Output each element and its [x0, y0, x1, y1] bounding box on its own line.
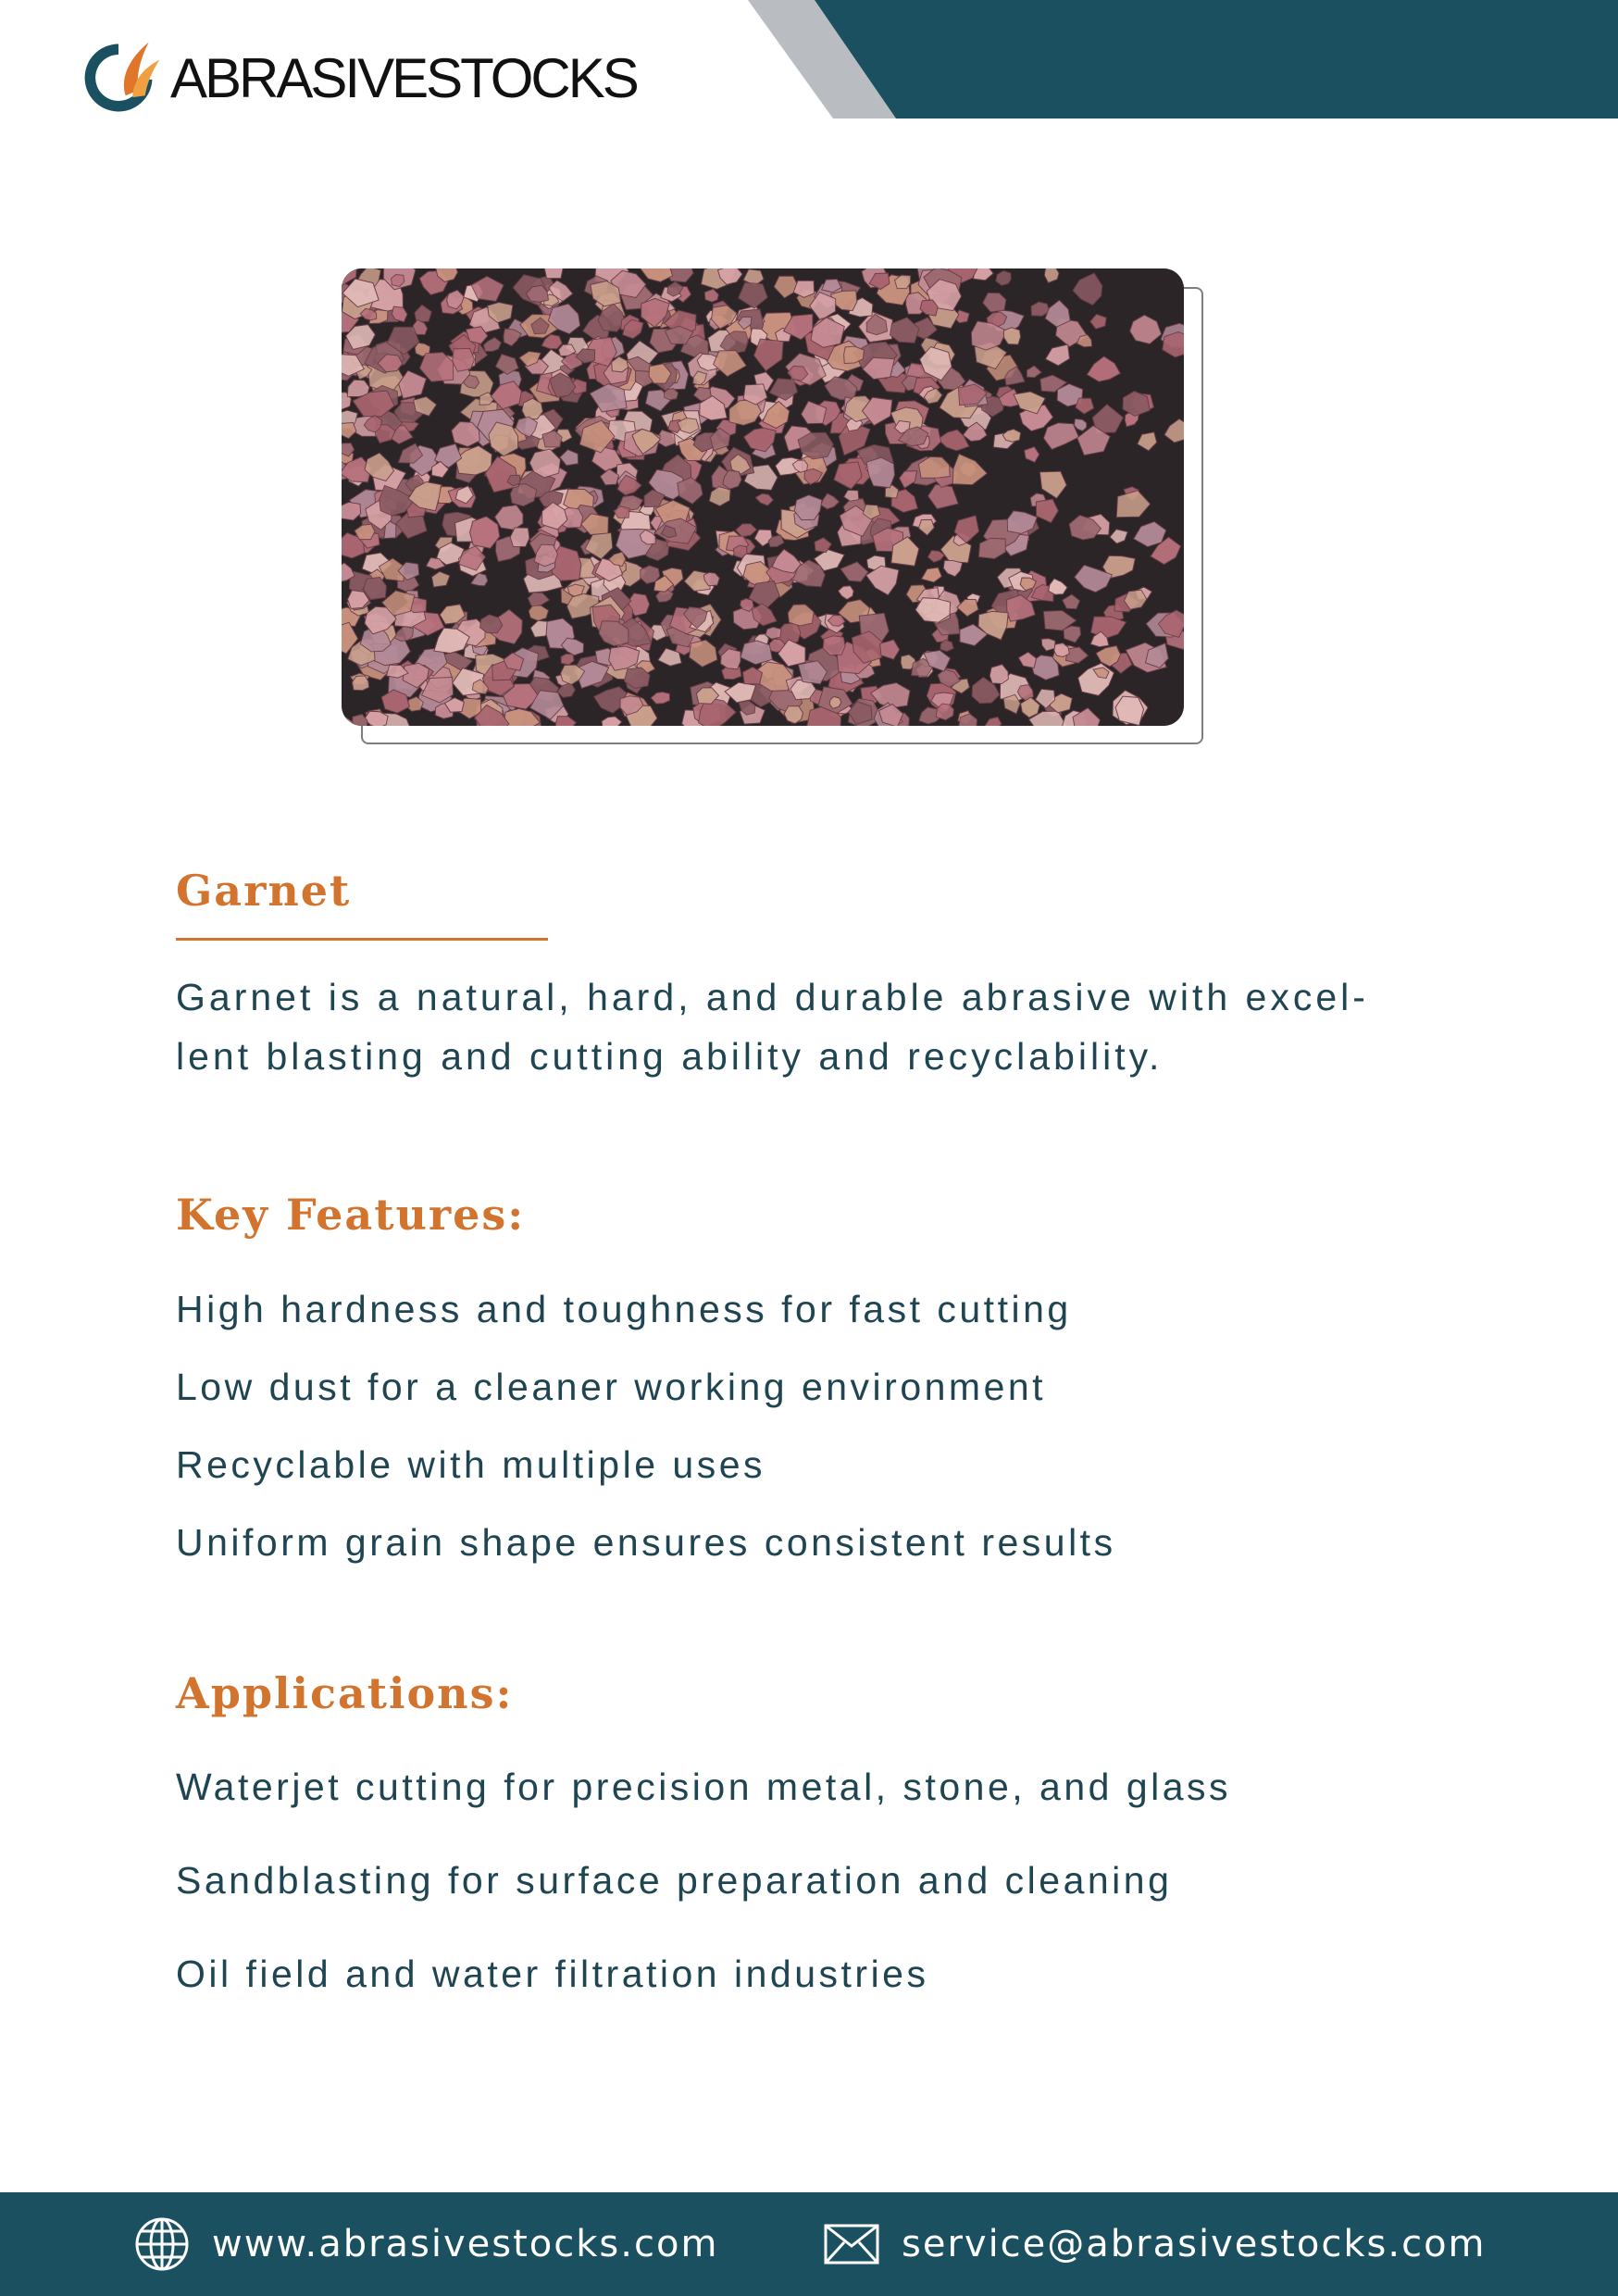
feature-item: Recyclable with multiple uses [176, 1443, 766, 1486]
garnet-grain [352, 676, 368, 691]
garnet-grains-image [342, 268, 1184, 726]
website-contact[interactable] [134, 2192, 718, 2296]
features-heading: Key Features: [176, 1190, 526, 1240]
product-title: Garnet [176, 866, 352, 916]
garnet-grain [453, 348, 475, 371]
description-line: lent blasting and cutting ability and recyclability. [176, 1035, 1164, 1078]
garnet-grain [664, 389, 678, 400]
description-line: Garnet is a natural, hard, and durable abrasive with excel- [176, 976, 1369, 1018]
header [0, 0, 1618, 120]
garnet-grain [510, 528, 529, 547]
website-link[interactable]: www.abrasivestocks.com [212, 2223, 719, 2265]
garnet-grain [1003, 328, 1020, 344]
feature-item: Uniform grain shape ensures consistent results [176, 1521, 1116, 1564]
applications-heading: Applications: [176, 1668, 514, 1718]
application-item: Sandblasting for surface preparation and cleaning [176, 1859, 1173, 1902]
logo[interactable] [74, 31, 637, 124]
globe-icon [134, 2216, 190, 2272]
title-underline [176, 938, 548, 941]
logo-icon [74, 33, 163, 122]
mail-icon [824, 2224, 879, 2265]
application-item: Oil field and water filtration industries [176, 1953, 929, 1995]
garnet-grain [544, 268, 564, 279]
email-contact[interactable] [824, 2192, 1487, 2296]
feature-item: Low dust for a cleaner working environment [176, 1366, 1047, 1408]
features-list [176, 1270, 1116, 1581]
application-item: Waterjet cutting for precision metal, stone, and glass [176, 1766, 1232, 1808]
garnet-grain [1115, 696, 1143, 726]
feature-item: High hardness and toughness for fast cutting [176, 1288, 1072, 1330]
footer [0, 2192, 1618, 2296]
product-description [176, 967, 1453, 1086]
applications-list [176, 1741, 1231, 2021]
email-link[interactable]: service@abrasivestocks.com [902, 2223, 1487, 2265]
garnet-grains-photo [342, 268, 1184, 726]
brand-name: ABRASIVESTOCKS [170, 46, 637, 109]
